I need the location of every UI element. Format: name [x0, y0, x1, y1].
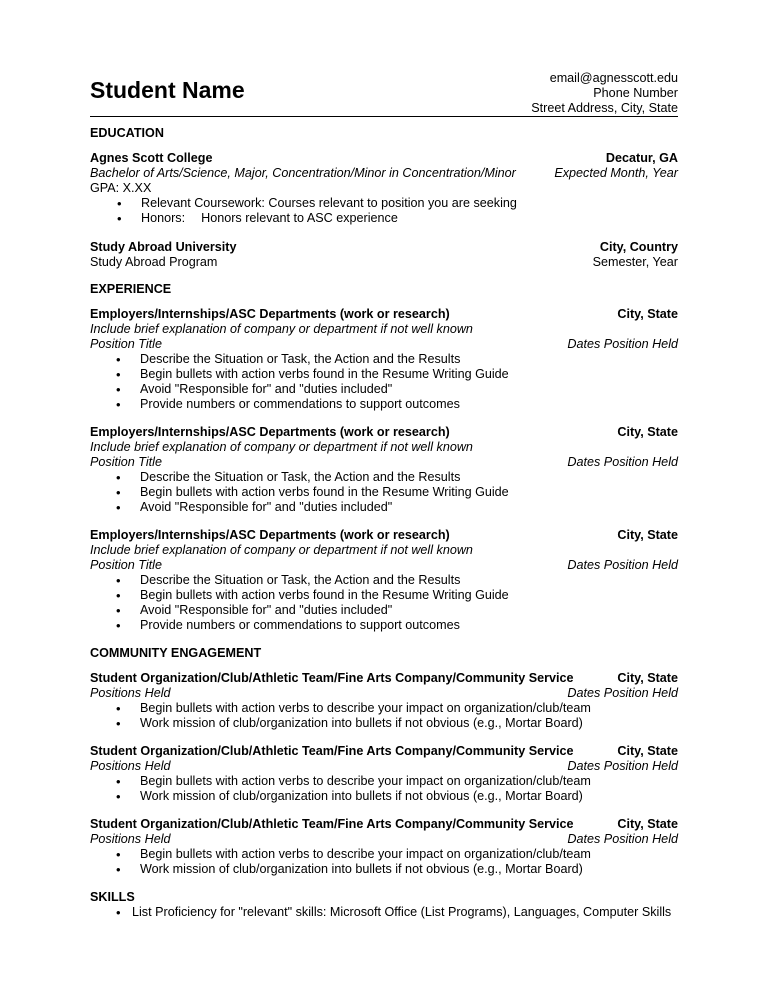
organization: Student Organization/Club/Athletic Team/Fine Arts Company/Community Service: [90, 744, 574, 758]
employer-explanation: Include brief explanation of company or department if not well known: [90, 543, 473, 557]
position-title: Position Title: [90, 558, 162, 572]
education-bullets: [90, 196, 678, 226]
employer-location: City, State: [617, 425, 678, 439]
position-title: Position Title: [90, 455, 162, 469]
list-item: • Avoid "Responsible for" and "duties included": [90, 603, 678, 618]
skills-bullets: [90, 905, 678, 920]
education-entry-2: [90, 240, 678, 270]
community-entry-2: [90, 744, 678, 804]
list-item: • Begin bullets with action verbs found in the Resume Writing Guide: [90, 485, 678, 500]
list-item: • Relevant Coursework: Courses relevant to position you are seeking: [90, 196, 678, 211]
positions-dates: Dates Position Held: [567, 759, 678, 773]
list-item: • List Proficiency for "relevant" skills: Microsoft Office (List Programs), Languages, Computer Skills: [90, 905, 678, 920]
organization-location: City, State: [617, 744, 678, 758]
experience-entry-2: [90, 425, 678, 515]
organization: Student Organization/Club/Athletic Team/Fine Arts Company/Community Service: [90, 671, 574, 685]
list-item: • Provide numbers or commendations to support outcomes: [90, 618, 678, 633]
experience-bullets: [90, 573, 678, 633]
gpa: GPA: X.XX: [90, 181, 152, 195]
employer-location: City, State: [617, 528, 678, 542]
positions-held: Positions Held: [90, 759, 171, 773]
position-title: Position Title: [90, 337, 162, 351]
positions-dates: Dates Position Held: [567, 832, 678, 846]
position-dates: Dates Position Held: [567, 455, 678, 469]
list-item: [90, 211, 678, 226]
list-item: • Describe the Situation or Task, the Action and the Results: [90, 470, 678, 485]
resume-header: [90, 70, 678, 117]
list-item: • Begin bullets with action verbs to describe your impact on organization/club/team: [90, 774, 678, 789]
community-bullets: [90, 701, 678, 731]
list-item: • Provide numbers or commendations to support outcomes: [90, 397, 678, 412]
position-dates: Dates Position Held: [567, 558, 678, 572]
organization-location: City, State: [617, 817, 678, 831]
experience-bullets: [90, 352, 678, 412]
student-name: Student Name: [90, 77, 245, 103]
resume-page: [90, 70, 678, 920]
list-item: • Describe the Situation or Task, the Action and the Results: [90, 352, 678, 367]
school-location: Decatur, GA: [605, 151, 678, 165]
education-heading: EDUCATION: [90, 126, 164, 140]
school-location: City, Country: [599, 240, 678, 254]
experience-entry-1: [90, 307, 678, 412]
education-entry-1: [90, 151, 678, 226]
positions-held: Positions Held: [90, 686, 171, 700]
list-item: • Begin bullets with action verbs to describe your impact on organization/club/team: [90, 847, 678, 862]
list-item: • Avoid "Responsible for" and "duties included": [90, 382, 678, 397]
degree: Bachelor of Arts/Science, Major, Concentration/Minor in Concentration/Minor: [90, 166, 516, 180]
program: Study Abroad Program: [90, 255, 218, 269]
community-entry-1: [90, 671, 678, 731]
experience-heading: EXPERIENCE: [90, 282, 172, 296]
organization-location: City, State: [617, 671, 678, 685]
experience-entry-3: [90, 528, 678, 633]
honors-text: Honors relevant to ASC experience: [201, 211, 398, 225]
positions-held: Positions Held: [90, 832, 171, 846]
school-name: Agnes Scott College: [90, 151, 213, 165]
employer-location: City, State: [617, 307, 678, 321]
employer: Employers/Internships/ASC Departments (work or research): [90, 425, 450, 439]
contact-block: [531, 71, 678, 116]
list-item: • Begin bullets with action verbs found in the Resume Writing Guide: [90, 367, 678, 382]
community-bullets: [90, 847, 678, 877]
community-entry-3: [90, 817, 678, 877]
position-dates: Dates Position Held: [567, 337, 678, 351]
list-item: • Describe the Situation or Task, the Action and the Results: [90, 573, 678, 588]
list-item: • Work mission of club/organization into bullets if not obvious (e.g., Mortar Board): [90, 862, 678, 877]
positions-dates: Dates Position Held: [567, 686, 678, 700]
list-item: • Work mission of club/organization into bullets if not obvious (e.g., Mortar Board): [90, 716, 678, 731]
list-item: • Begin bullets with action verbs to describe your impact on organization/club/team: [90, 701, 678, 716]
employer-explanation: Include brief explanation of company or department if not well known: [90, 440, 473, 454]
employer-explanation: Include brief explanation of company or department if not well known: [90, 322, 473, 336]
email: email@agnesscott.edu: [549, 71, 678, 85]
skills-heading: SKILLS: [90, 890, 135, 904]
community-bullets: [90, 774, 678, 804]
list-item: • Begin bullets with action verbs found in the Resume Writing Guide: [90, 588, 678, 603]
employer: Employers/Internships/ASC Departments (work or research): [90, 528, 450, 542]
phone: Phone Number: [593, 86, 678, 100]
program-date: Semester, Year: [592, 255, 678, 269]
list-item: • Avoid "Responsible for" and "duties included": [90, 500, 678, 515]
address: Street Address, City, State: [531, 101, 678, 115]
organization: Student Organization/Club/Athletic Team/Fine Arts Company/Community Service: [90, 817, 574, 831]
school-name: Study Abroad University: [90, 240, 237, 254]
experience-bullets: [90, 470, 678, 515]
graduation-date: Expected Month, Year: [554, 166, 678, 180]
community-heading: COMMUNITY ENGAGEMENT: [90, 646, 262, 660]
honors-label: Honors:: [141, 211, 186, 225]
list-item: • Work mission of club/organization into bullets if not obvious (e.g., Mortar Board): [90, 789, 678, 804]
employer: Employers/Internships/ASC Departments (work or research): [90, 307, 450, 321]
